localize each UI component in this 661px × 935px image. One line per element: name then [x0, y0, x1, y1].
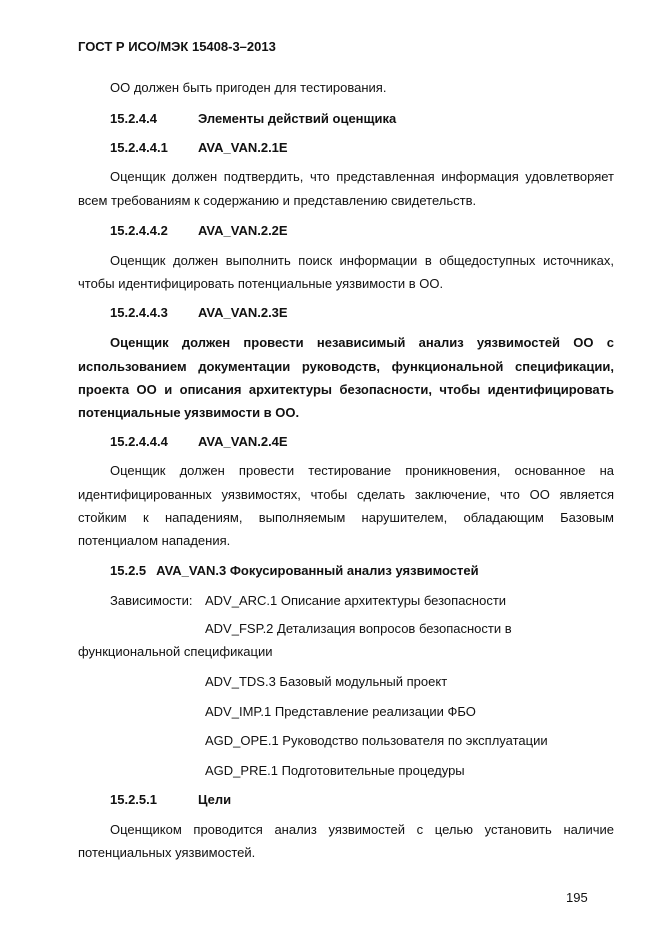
section-title: AVA_VAN.3 Фокусированный анализ уязвимостей — [156, 563, 479, 578]
section-15-2-4-4-1 — [110, 140, 288, 156]
paragraph-line: Оценщик должен подтвердить, что представленная информация удовлетворяет — [110, 169, 614, 184]
page-number: 195 — [566, 890, 588, 905]
section-15-2-4-4-4 — [110, 434, 288, 450]
paragraph-line-bold: Оценщик должен провести независимый анализ уязвимостей ОО с — [110, 335, 614, 350]
paragraph-line: идентифицированных уязвимостях, чтобы сделать заключение, что ОО является — [78, 487, 614, 502]
dependency-item: ADV_IMP.1 Представление реализации ФБО — [205, 704, 476, 719]
section-15-2-4-4 — [110, 111, 396, 127]
paragraph-line: потенциальных уязвимостей. — [78, 845, 256, 860]
section-number: 15.2.4.4.2 — [110, 223, 168, 238]
section-15-2-5-1 — [110, 792, 231, 808]
dependencies-label: Зависимости: — [110, 593, 193, 608]
section-number: 15.2.5 — [110, 563, 147, 578]
section-title: AVA_VAN.2.3E — [198, 305, 288, 320]
paragraph-line: Оценщик должен провести тестирование проникновения, основанное на — [110, 463, 614, 478]
paragraph-line: Оценщиком проводится анализ уязвимостей с целью установить наличие — [110, 822, 614, 837]
section-title: AVA_VAN.2.1E — [198, 140, 288, 155]
paragraph-line: Оценщик должен выполнить поиск информации в общедоступных источниках, — [110, 253, 614, 268]
section-title: Цели — [198, 792, 232, 807]
dependency-item: ADV_ARC.1 Описание архитектуры безопасности — [205, 593, 507, 608]
dependency-continuation: функциональной спецификации — [78, 644, 273, 659]
paragraph-line: стойким к нападениям, выполняемым нарушителем, обладающим Базовым — [78, 510, 614, 525]
dependency-item: AGD_PRE.1 Подготовительные процедуры — [205, 763, 465, 778]
standard-header: ГОСТ Р ИСО/МЭК 15408-3–2013 — [78, 39, 276, 54]
section-number: 15.2.4.4.4 — [110, 434, 168, 449]
paragraph-line-bold: использованием документации руководств, функциональной спецификации, — [78, 359, 614, 374]
section-15-2-4-4-2 — [110, 223, 288, 239]
dependency-item: ADV_TDS.3 Базовый модульный проект — [205, 674, 448, 689]
section-title: AVA_VAN.2.4E — [198, 434, 288, 449]
section-number: 15.2.4.4 — [110, 111, 157, 126]
section-number: 15.2.4.4.1 — [110, 140, 168, 155]
section-number: 15.2.4.4.3 — [110, 305, 168, 320]
paragraph-testability: ОО должен быть пригоден для тестирования. — [110, 80, 387, 95]
paragraph-line: чтобы идентифицировать потенциальные уязвимости в ОО. — [78, 276, 444, 291]
section-title: Элементы действий оценщика — [198, 111, 397, 126]
section-number: 15.2.5.1 — [110, 792, 157, 807]
section-title: AVA_VAN.2.2E — [198, 223, 288, 238]
paragraph-line-bold: потенциальные уязвимости в ОО. — [78, 405, 300, 420]
paragraph-line: потенциалом нападения. — [78, 533, 231, 548]
section-15-2-4-4-3 — [110, 305, 288, 321]
paragraph-line-bold: проекта ОО и описания архитектуры безопасности, чтобы идентифицировать — [78, 382, 614, 397]
paragraph-line: всем требованиям к содержанию и представлению свидетельств. — [78, 193, 477, 208]
dependency-item: ADV_FSP.2 Детализация вопросов безопасности в — [205, 621, 512, 636]
section-15-2-5 — [110, 563, 479, 579]
dependency-item: AGD_OPE.1 Руководство пользователя по эксплуатации — [205, 733, 548, 748]
